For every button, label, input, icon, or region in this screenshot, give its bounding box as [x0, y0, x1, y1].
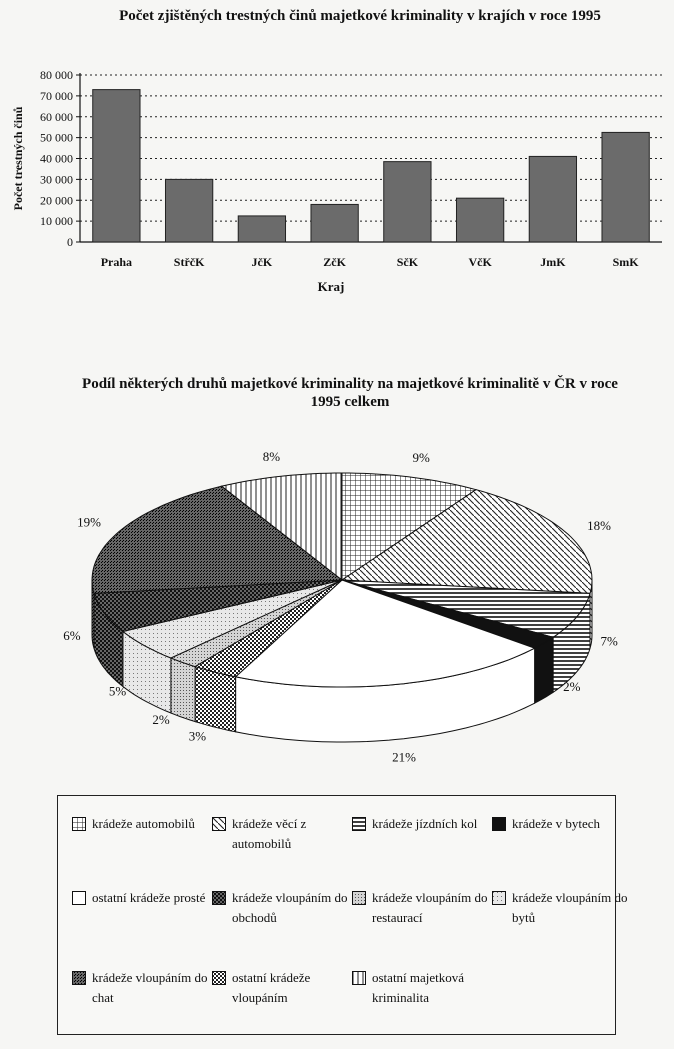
y-tick-label: 70 000 [40, 88, 73, 103]
bar [93, 90, 140, 242]
legend-label: ostatní majetková kriminalita [372, 970, 465, 1005]
legend-label: krádeže jízdních kol [372, 816, 478, 831]
bar [456, 198, 503, 242]
legend-swatch [212, 891, 226, 905]
x-tick-label: VčK [468, 255, 492, 269]
pie-percent-label: 18% [587, 517, 611, 533]
pie-percent-label: 8% [262, 449, 281, 464]
pie-percent-label: 2% [563, 679, 581, 694]
y-tick-label: 40 000 [40, 151, 73, 166]
legend-swatch [492, 817, 506, 831]
legend-label: krádeže vloupáním do chat [92, 970, 208, 1005]
bar-chart [0, 60, 674, 360]
x-axis-label: Kraj [317, 279, 345, 294]
pie-percent-label: 3% [188, 728, 207, 744]
bar-chart-title: Počet zjištěných trestných činů majetkové kriminality v krajích v roce 1995 [119, 8, 601, 24]
x-tick-label: StřčK [173, 255, 205, 269]
legend-swatch [492, 891, 506, 905]
legend-label: krádeže věcí z automobilů [232, 816, 307, 851]
y-tick-label: 0 [67, 235, 73, 249]
bar [238, 216, 285, 242]
legend-swatch [72, 817, 86, 831]
bar [529, 156, 576, 242]
pie-top [92, 473, 592, 687]
y-tick-label: 50 000 [40, 130, 73, 145]
x-tick-label: Praha [100, 255, 133, 269]
legend-label: krádeže v bytech [512, 816, 601, 831]
pie-percent-label: 9% [412, 450, 430, 465]
y-tick-label: 30 000 [40, 172, 73, 187]
pie-chart-title: Podíl některých druhů majetkové kriminality na majetkové kriminalitě v ČR v roce 1995 celkem [82, 376, 618, 410]
pie-percent-label: 7% [600, 633, 618, 649]
bar [384, 162, 431, 242]
legend-label: ostatní krádeže vloupáním [232, 970, 311, 1005]
y-tick-label: 80 000 [40, 68, 73, 82]
y-tick-label: 60 000 [40, 109, 73, 124]
x-tick-label: SmK [612, 255, 639, 269]
legend-label: ostatní krádeže prosté [92, 890, 206, 905]
pie-percent-label: 6% [63, 628, 81, 644]
pie-percent-label: 19% [77, 514, 101, 530]
pie-chart [0, 420, 674, 790]
y-tick-label: 10 000 [40, 214, 73, 229]
pie-percent-label: 21% [392, 749, 416, 765]
bar [602, 132, 649, 242]
bar [311, 204, 358, 242]
legend-swatch [352, 971, 366, 985]
legend-swatch [72, 971, 86, 985]
x-tick-label: SčK [396, 255, 419, 269]
pie-percent-label: 5% [108, 683, 127, 699]
x-tick-label: JmK [540, 255, 566, 269]
pie-side [171, 658, 195, 722]
pie-legend [57, 795, 628, 1035]
legend-swatch [212, 817, 226, 831]
legend-swatch [352, 891, 366, 905]
legend-swatch [212, 971, 226, 985]
x-tick-label: JčK [251, 255, 273, 269]
y-axis-label: Počet trestných činů [11, 106, 25, 211]
bar [165, 179, 212, 242]
legend-label: krádeže automobilů [92, 816, 195, 831]
legend-label: krádeže vloupáním do obchodů [232, 890, 348, 925]
pie-side [195, 667, 236, 732]
y-tick-label: 20 000 [40, 193, 73, 208]
legend-label: krádeže vloupáním do restaurací [372, 890, 488, 925]
pie-percent-label: 2% [152, 712, 170, 728]
x-tick-label: ZčK [323, 255, 346, 269]
legend-swatch [352, 817, 366, 831]
legend-label: krádeže vloupáním do bytů [512, 890, 628, 925]
legend-swatch [72, 891, 86, 905]
